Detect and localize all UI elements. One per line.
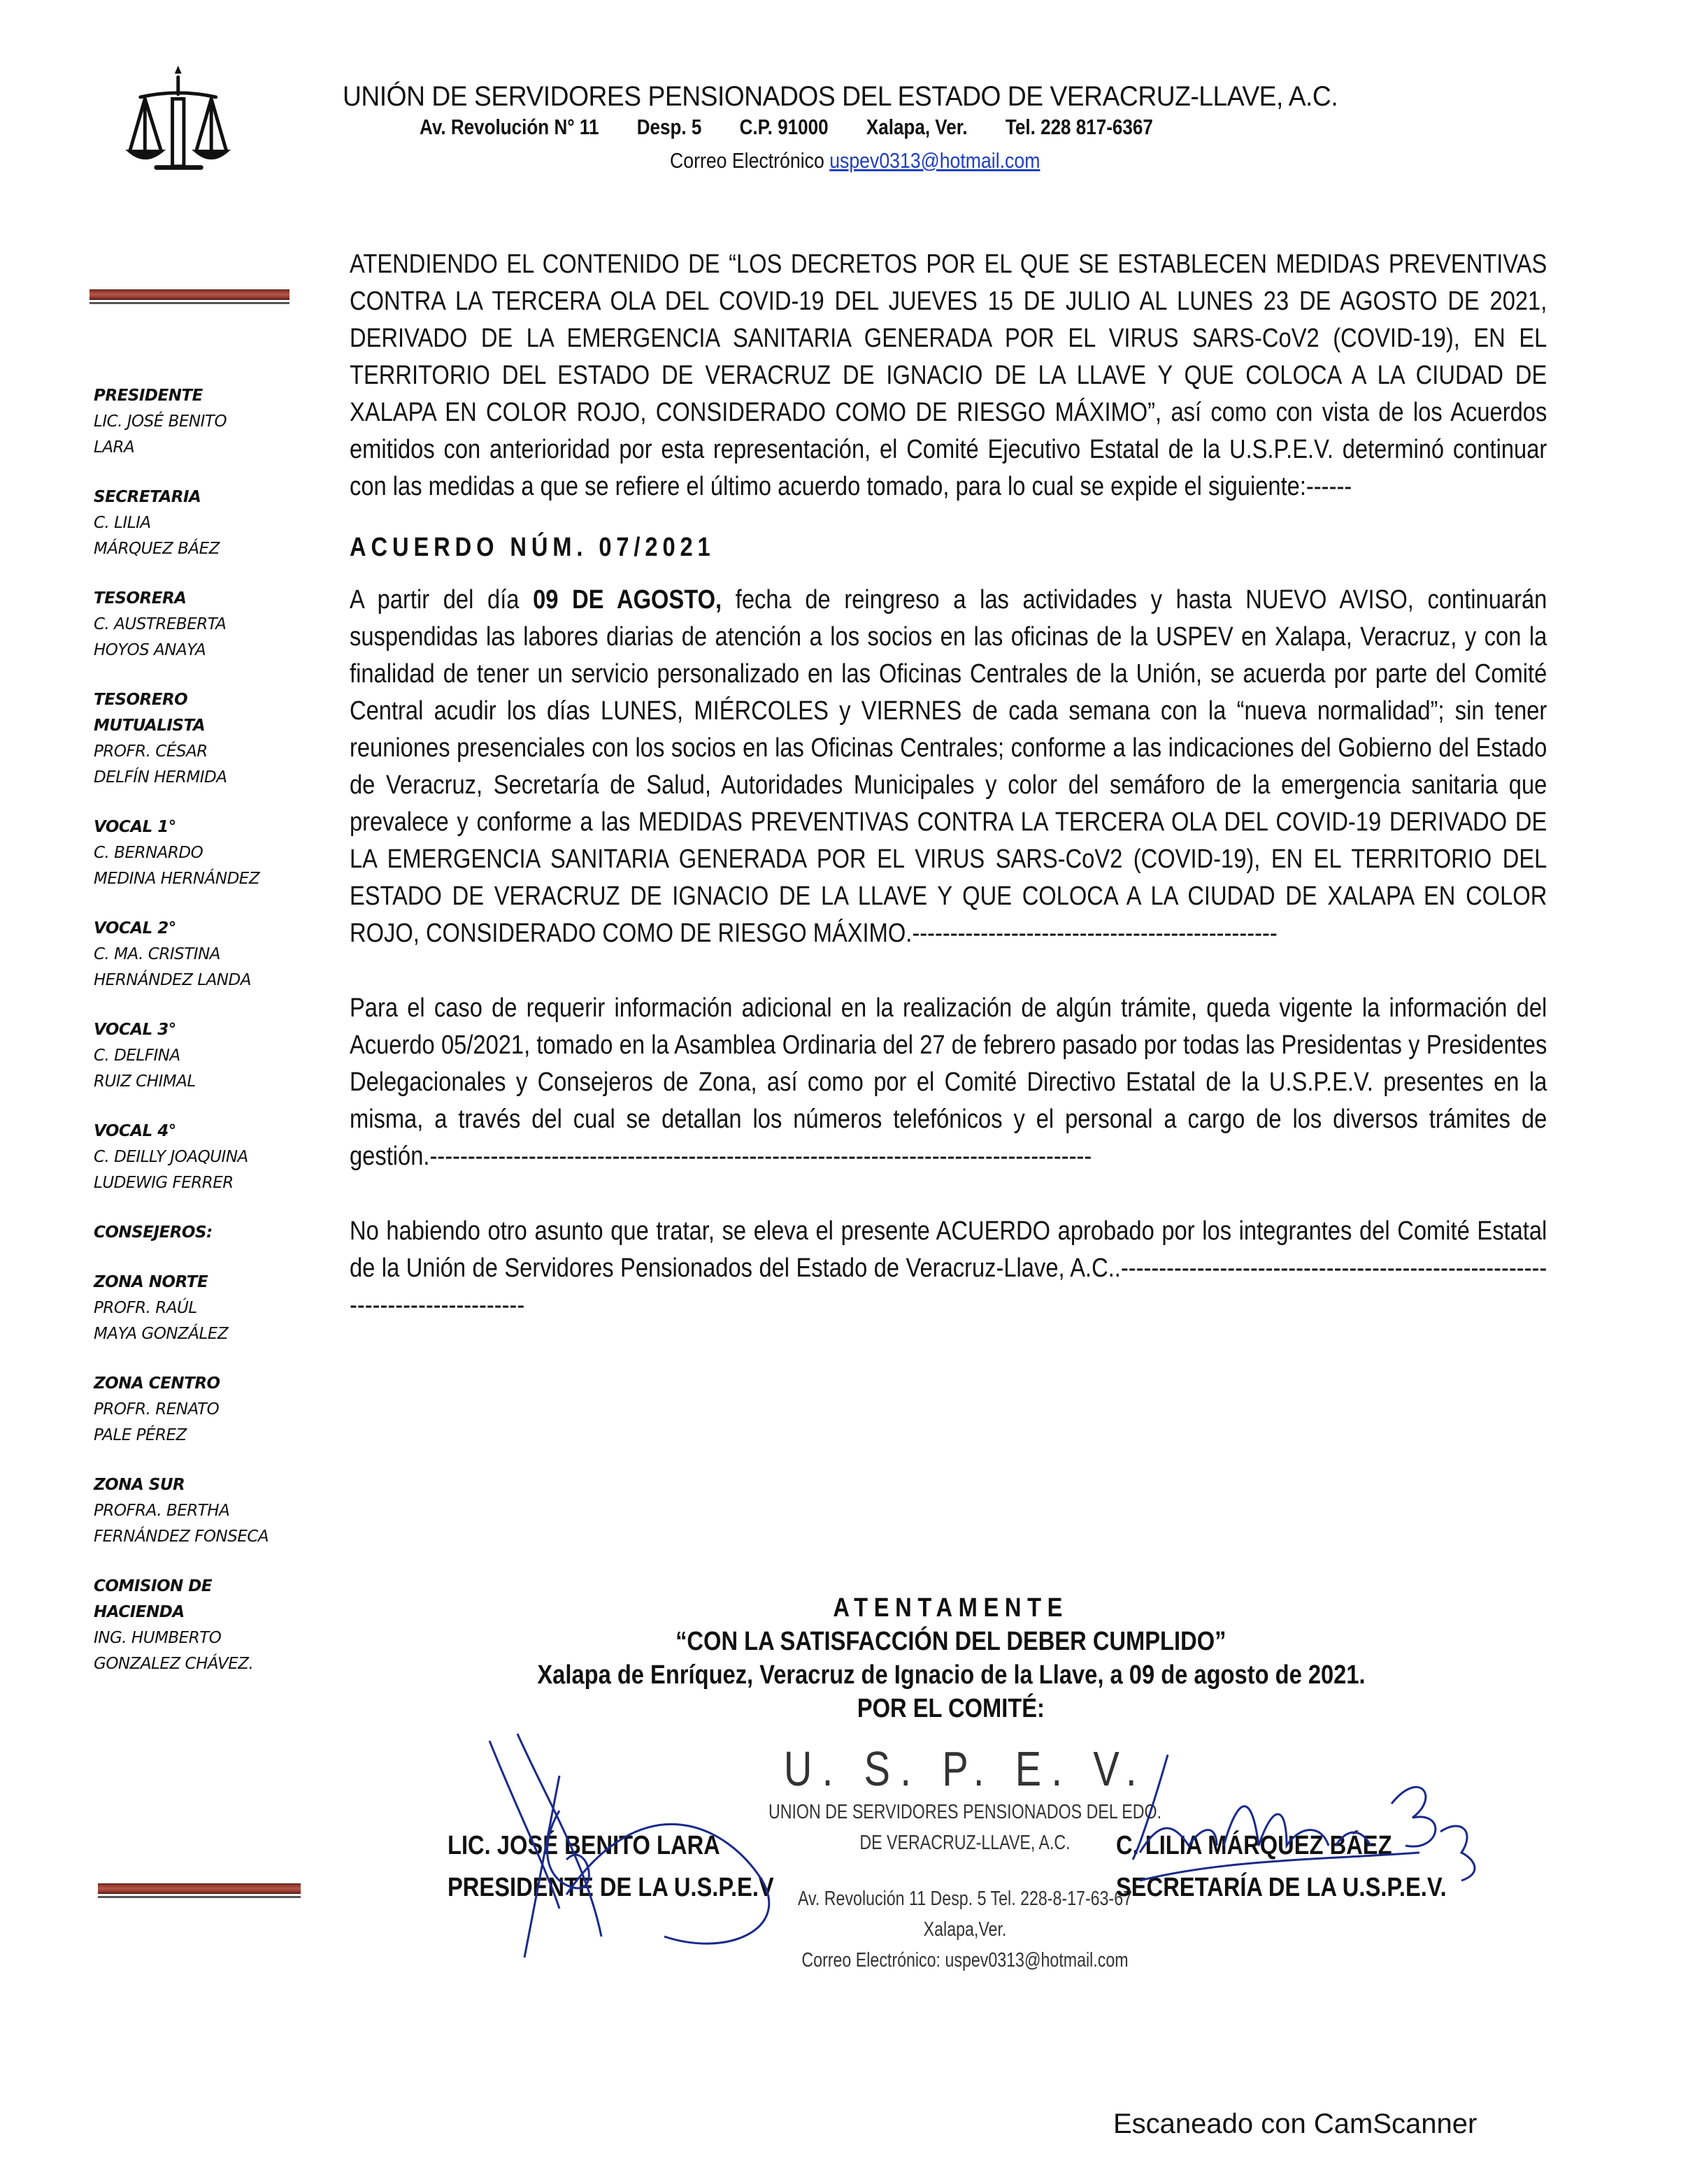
role-label: SECRETARIA (94, 488, 201, 506)
committee-member (94, 484, 317, 562)
org-title: UNIÓN DE SERVIDORES PENSIONADOS DEL ESTADO DE VERACRUZ-LLAVE, A.C. (343, 81, 1338, 112)
stamp-line: Xalapa,Ver. (923, 1918, 1007, 1941)
by-committee: POR EL COMITÉ: (857, 1694, 1045, 1723)
agreement-paragraph-text: fecha de reingreso a las actividades y hasta NUEVO AVISO, continuarán suspendidas las labores diarias de atención a los socios en las oficinas de la USPEV en Xalapa, Veracruz, y con la finalidad de tener un servicio personalizado en las Oficinas Centrales de la Unión, se acuerda por parte del Comité Central acudir los días LUNES, MIÉRCOLES y VIERNES de cada semana con la “nueva normalidad”; sin tener reuniones presenciales con los socios en las Oficinas Centrales; conforme a las indicaciones del Gobierno del Estado de Veracruz, Secretaría de Salud, Autoridades Municipales y color del semáforo de la emergencia sanitaria que prevalece y conforme a las MEDIDAS PREVENTIVAS CONTRA LA TERCERA OLA DEL COVID-19 DERIVADO DE LA EMERGENCIA SANITARIA GENERADA POR EL VIRUS SARS-CoV2 (COVID-19), EN EL TERRITORIO DEL ESTADO DE VERACRUZ DE IGNACIO DE LA LLAVE Y QUE COLOCA A LA CIUDAD DE XALAPA EN COLOR ROJO, CONSIDERADO COMO DE RIESGO MÁXIMO.------------------------------------------------ (350, 585, 1547, 948)
member-name: C. DEILLY JOAQUINA (94, 1148, 248, 1166)
committee-member (94, 1472, 317, 1550)
org-email-line (670, 148, 1040, 173)
decorative-rule-bottom (98, 1883, 301, 1894)
committee-member (94, 1371, 317, 1449)
closing-paragraph: No habiendo otro asunto que tratar, se eleva el presente ACUERDO aprobado por los integrantes del Comité Estatal de la Unión de Servidores Pensionados del Estado de Veracruz-Llave, A.C..------------------------------------------------------------------------------- (350, 1216, 1547, 1320)
address-zip: C.P. 91000 (739, 115, 829, 139)
address-office: Desp. 5 (636, 115, 702, 139)
member-name: C. MA. CRISTINA (94, 945, 221, 963)
member-name: DELFÍN HERMIDA (94, 768, 227, 786)
member-name: PROFR. CÉSAR (94, 742, 208, 761)
signer-title: PRESIDENTE DE LA U.S.P.E.V (448, 1873, 774, 1902)
member-name: C. LILIA (94, 514, 151, 532)
member-name: PROFR. RENATO (94, 1400, 220, 1418)
member-name: LIC. JOSÉ BENITO (94, 412, 227, 431)
role-label: ZONA NORTE (94, 1273, 208, 1291)
stamp-line: Correo Electrónico: uspev0313@hotmail.com (801, 1949, 1129, 1971)
closing-block (406, 1591, 1496, 1725)
member-name: ING. HUMBERTO (94, 1629, 222, 1647)
committee-member (94, 586, 317, 663)
member-name: C. AUSTREBERTA (94, 615, 227, 633)
role-label: TESORERA (94, 589, 187, 608)
member-name: LARA (94, 438, 135, 457)
signer-name: LIC. JOSÉ BENITO LARA (448, 1831, 720, 1860)
document-body (350, 246, 1547, 1324)
scanner-watermark: Escaneado con CamScanner (1113, 2108, 1478, 2139)
address-phone: Tel. 228 817-6367 (1005, 115, 1153, 139)
email-link[interactable]: uspev0313@hotmail.com (829, 148, 1040, 173)
agreement-paragraph-prefix: A partir del día (350, 585, 534, 615)
signer-name: C. LILIA MÁRQUEZ BÁEZ (1116, 1831, 1392, 1860)
member-name: MEDINA HERNÁNDEZ (94, 870, 260, 888)
agreement-paragraph (350, 582, 1547, 952)
member-name: GONZALEZ CHÁVEZ. (94, 1655, 254, 1673)
role-label: TESORERO MUTUALISTA (94, 691, 206, 735)
motto: “CON LA SATISFACCIÓN DEL DEBER CUMPLIDO” (675, 1627, 1226, 1656)
signer-title: SECRETARÍA DE LA U.S.P.E.V. (1116, 1873, 1447, 1902)
salutation: ATENTAMENTE (833, 1593, 1069, 1623)
member-name: MÁRQUEZ BÁEZ (94, 540, 220, 558)
committee-member (94, 1017, 317, 1095)
signer-president (448, 1825, 774, 1909)
stamp-acronym: U. S. P. E. V. (783, 1741, 1147, 1796)
agreement-title: ACUERDO NÚM. 07/2021 (350, 533, 715, 562)
committee-member (94, 1270, 317, 1347)
stamp-line: DE VERACRUZ-LLAVE, A.C. (859, 1832, 1071, 1854)
stamp-line: UNION DE SERVIDORES PENSIONADOS DEL EDO. (768, 1801, 1162, 1823)
member-name: C. DELFINA (94, 1047, 180, 1065)
role-label: ZONA CENTRO (94, 1374, 220, 1393)
address-city: Xalapa, Ver. (866, 115, 968, 139)
role-label: VOCAL 1° (94, 818, 176, 836)
role-label: CONSEJEROS: (94, 1223, 213, 1242)
member-name: MAYA GONZÁLEZ (94, 1325, 229, 1343)
role-label: VOCAL 2° (94, 919, 176, 937)
committee-member (94, 687, 227, 791)
committee-member (94, 1574, 254, 1677)
address-street: Av. Revolución N° 11 (420, 115, 599, 139)
scales-of-justice-icon (117, 62, 243, 201)
place-date: Xalapa de Enríquez, Veracruz de Ignacio de la Llave, a 09 de agosto de 2021. (536, 1660, 1366, 1690)
member-name: C. BERNARDO (94, 844, 203, 862)
role-label: VOCAL 4° (94, 1122, 176, 1140)
committee-sidebar (94, 383, 317, 1701)
member-name: PROFR. RAÚL (94, 1299, 197, 1317)
member-name: RUIZ CHIMAL (94, 1072, 196, 1091)
role-label: COMISION DE HACIENDA (94, 1577, 213, 1621)
member-name: PALE PÉREZ (94, 1426, 187, 1444)
email-label: Correo Electrónico (670, 148, 824, 173)
decorative-rule-top (90, 289, 289, 300)
agreement-date: 09 DE AGOSTO, (533, 585, 722, 615)
role-label: VOCAL 3° (94, 1021, 176, 1039)
role-label: ZONA SUR (94, 1476, 185, 1494)
role-label: PRESIDENTE (94, 387, 203, 405)
committee-member (94, 383, 317, 461)
stamp-line: Av. Revolución 11 Desp. 5 Tel. 228-8-17-63-67 (797, 1888, 1133, 1910)
councilors-heading (94, 1220, 317, 1246)
signer-secretary (1116, 1825, 1447, 1909)
committee-member (94, 916, 317, 993)
member-name: FERNÁNDEZ FONSECA (94, 1528, 269, 1546)
intro-paragraph: ATENDIENDO EL CONTENIDO DE “LOS DECRETOS POR EL QUE SE ESTABLECEN MEDIDAS PREVENTIVAS CONTRA LA TERCERA OLA DEL COVID-19 DEL JUEVES 15 DE JULIO AL LUNES 23 DE AGOSTO DE 2021, DERIVADO DE LA EMERGENCIA SANITARIA GENERADA POR EL VIRUS SARS-CoV2 (COVID-19), EN EL TERRITORIO DEL ESTADO DE VERACRUZ DE IGNACIO DE LA LLAVE Y QUE COLOCA A LA CIUDAD DE XALAPA EN COLOR ROJO, CONSIDERADO COMO DE RIESGO MÁXIMO”, así como con vista de los Acuerdos emitidos con anterioridad por esta representación, el Comité Ejecutivo Estatal de la U.S.P.E.V. determinó continuar con las medidas a que se refiere el último acuerdo tomado, para lo cual se expide el siguiente:------ (350, 250, 1547, 501)
member-name: LUDEWIG FERRER (94, 1174, 234, 1192)
committee-member (94, 814, 317, 892)
org-address (420, 115, 1301, 140)
committee-member (94, 1119, 317, 1196)
member-name: PROFRA. BERTHA (94, 1502, 230, 1520)
member-name: HOYOS ANAYA (94, 641, 206, 659)
member-name: HERNÁNDEZ LANDA (94, 971, 251, 989)
info-paragraph: Para el caso de requerir información adicional en la realización de algún trámite, queda vigente la información del Acuerdo 05/2021, tomado en la Asamblea Ordinaria del 27 de febrero pasado por todas las Presidentas y Presidentes Delegacionales y Consejeros de Zona, así como por el Comité Directivo Estatal de la U.S.P.E.V. presentes en la misma, a través del cual se detallan los números telefónicos y el personal a cargo de los diversos trámites de gestión.--------------------------------------------------------------------------------------- (350, 993, 1547, 1171)
